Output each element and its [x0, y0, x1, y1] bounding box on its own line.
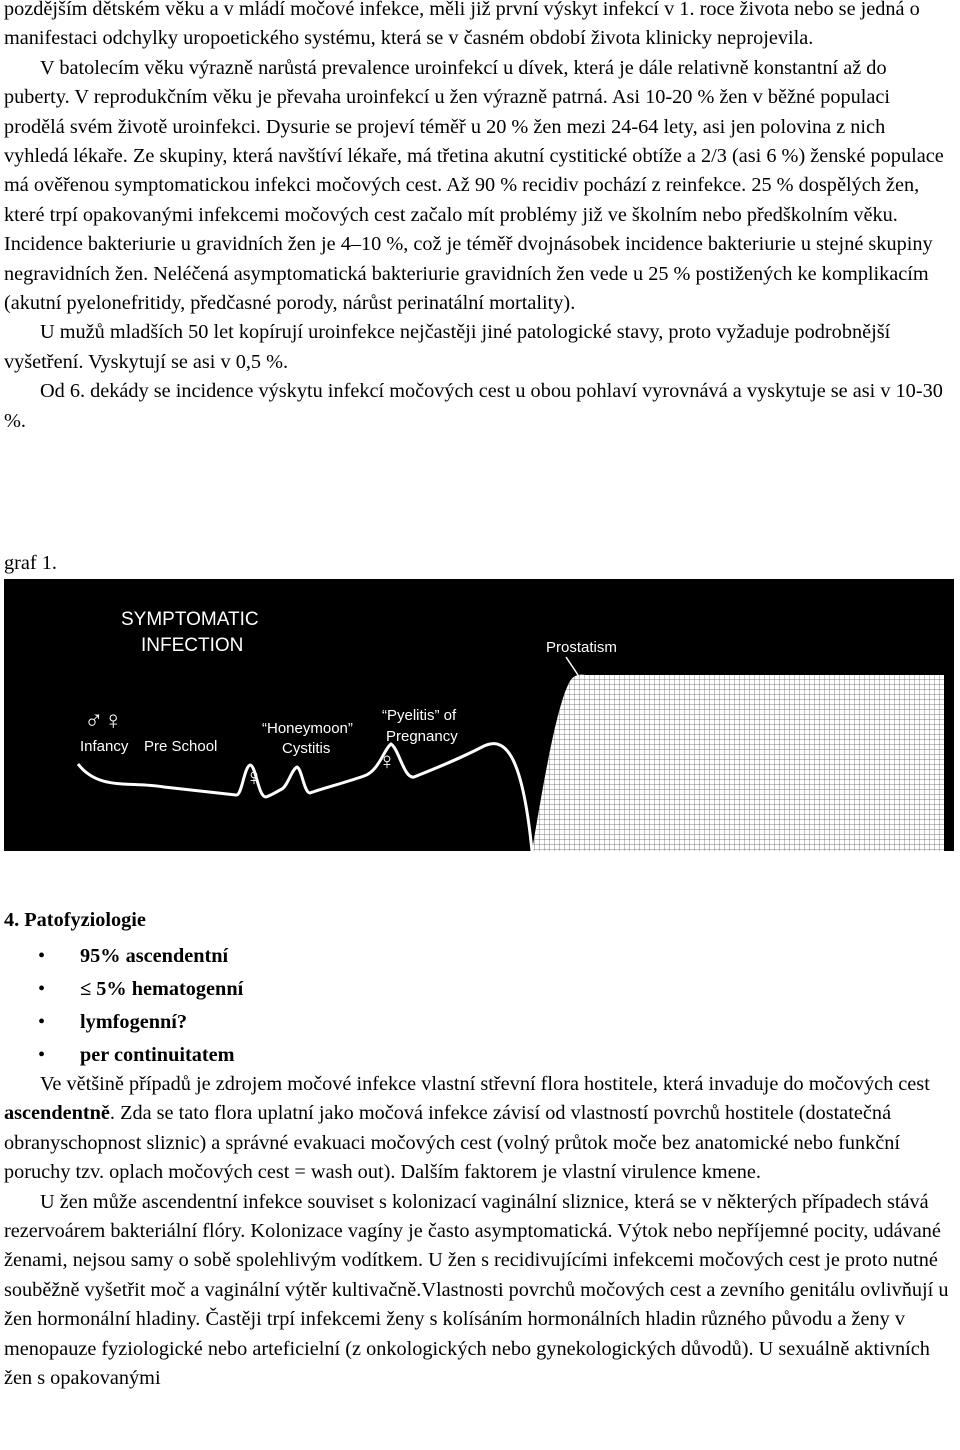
paragraph: U žen může ascendentní infekce souviset s kolonizací vaginální sliznice, která se v některých případech stává rezervoárem bakteriální flóry. Kolonizace vagíny je často asymptomatická. Výtok nebo nepříjemné pocity, udávané ženami, nejsou samy o sobě spolehlivým vodítkem. U žen s recidivujícími infekcemi močových cest je proto nutné souběžně vyšetřit moč a vaginální výtěr kultivačně.Vlastnosti povrchů močových cest a zevního genitálu ovlivňují u žen hormonální hladiny. Častěji trpí infekcemi ženy s kolísáním hormonálních hladin různého původu a ženy v menopauze fyziologické nebo arteficielní (z onkologických nebo gynekologických důvodů). U sexuálně aktivních žen s opakovanými [4, 1190, 949, 1390]
figure-title-line1: SYMPTOMATIC [121, 609, 259, 630]
graph-label: graf 1. [4, 552, 57, 574]
incidence-curve [78, 744, 532, 851]
paragraph [4, 1070, 954, 1188]
figure-svg [4, 579, 954, 851]
paragraph: Od 6. dekády se incidence výskytu infekcí močových cest u obou pohlaví vyrovnává a vyskytuje se asi v 10-30 %. [4, 380, 943, 432]
symptomatic-infection-figure [4, 579, 954, 851]
emphasis-text: ascendentně [4, 1102, 110, 1125]
paragraph-text: Ve většině případů je zdrojem močové infekce vlastní střevní flora hostitele, která invaduje do močových cest [40, 1073, 930, 1095]
bullet-icon: • [38, 1044, 46, 1066]
bullet-icon: • [38, 1011, 46, 1033]
list-item [4, 1039, 243, 1072]
male-female-icon: ♂♀ [84, 705, 123, 735]
prostatism-area [532, 675, 944, 851]
section-title: 4. Patofyziologie [4, 909, 146, 931]
list-item-text: ≤ 5% hematogenní [80, 978, 244, 1000]
paragraph: pozdějším dětském věku a v mládí močové infekce, měli již první výskyt infekcí v 1. roce života nebo se jedná o manifestaci odchylky uropoetického systému, která se v časném období života klinicky neprojevila. [4, 0, 920, 50]
paragraph-text: . Zda se tato flora uplatní jako močová infekce závisí od vlastností povrchů hostitele (dostatečná obranyschopnost sliznic) a správné evakuaci močových cest (volný průtok moče bez anatomické nebo funkční poruchy tzv. oplach močových cest = wash out). Dalším faktorem je vlastní virulence kmene. [4, 1102, 901, 1184]
paragraph: V batolecím věku výrazně narůstá prevalence uroinfekcí u dívek, která je dále relativně konstantní až do puberty. V reprodukčním věku je převaha uroinfekcí u žen výrazně patrná. Asi 10-20 % žen v běžné populaci prodělá svém životě uroinfekci. Dysurie se projeví téměř u 20 % žen mezi 24-64 lety, asi jen polovina z nich vyhledá lékaře. Ze skupiny, která navštíví lékaře, má třetina akutní cystitické obtíže a 2/3 (asi 6 %) ženské populace má ověřenou symptomatickou infekci močových cest. Až 90 % recidiv pochází z reinfekce. 25 % dospělých žen, které trpí opakovanými infekcemi močových cest začalo mít problémy již ve školním nebo předškolním věku. Incidence bakteriurie u gravidních žen je 4–10 %, což je téměř dvojnásobek incidence bakteriurie u stejné skupiny negravidních žen. Neléčená asymptomatická bakteriurie gravidních žen vede u 25 % postižených ke komplikacím (akutní pyelonefritidy, předčasné porody, nárůst perinatální mortality). [4, 56, 944, 315]
list-item-text: per continuitatem [80, 1044, 235, 1066]
pre-school-label: Pre School [144, 738, 218, 755]
bullet-icon: • [38, 945, 46, 967]
list-item [4, 973, 243, 1006]
pathophysiology-text [4, 1070, 954, 1393]
honeymoon-label-line2: Cystitis [282, 740, 331, 757]
pyelitis-label-line1: “Pyelitis” of [382, 707, 457, 724]
prostatism-pointer [566, 657, 578, 675]
paragraph: U mužů mladších 50 let kopírují uroinfekce nejčastěji jiné patologické stavy, proto vyžaduje podrobnější vyšetření. Vyskytují se asi v 0,5 %. [4, 321, 891, 373]
bullet-icon: • [38, 978, 46, 1000]
female-icon: ♀ [245, 764, 263, 791]
list-item [4, 1006, 243, 1039]
prostatism-label: Prostatism [546, 639, 617, 656]
list-item-text: 95% ascendentní [80, 945, 229, 967]
list-item [4, 940, 243, 973]
list-item-text: lymfogenní? [80, 1011, 188, 1033]
pathophysiology-list [4, 940, 243, 1072]
honeymoon-label-line1: “Honeymoon” [262, 720, 353, 737]
infancy-label: Infancy [80, 738, 129, 755]
intro-text [4, 0, 954, 436]
pyelitis-label-line2: Pregnancy [386, 728, 458, 745]
figure-title-line2: INFECTION [141, 635, 244, 656]
female-icon: ♀ [378, 748, 396, 775]
